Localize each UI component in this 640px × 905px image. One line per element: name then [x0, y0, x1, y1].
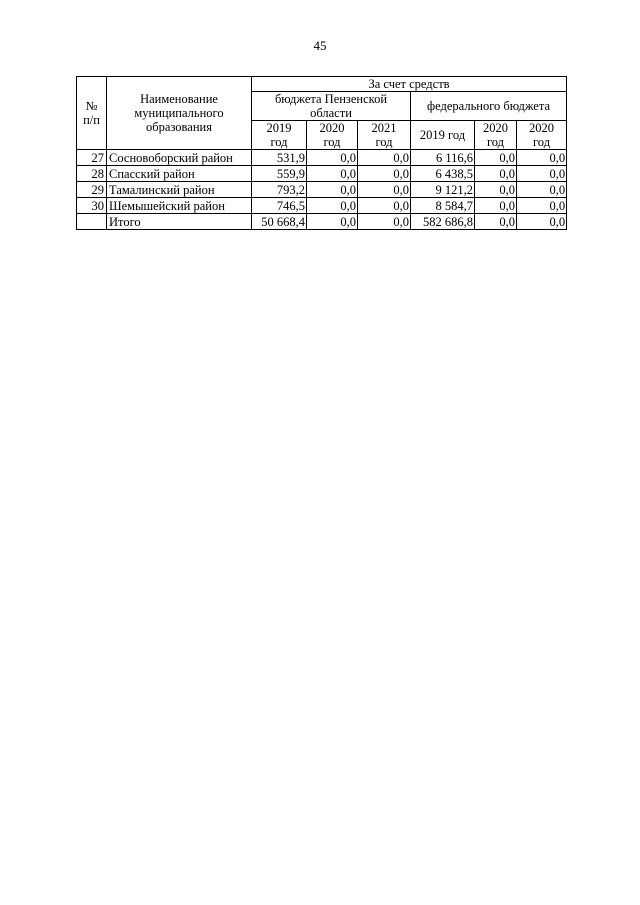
- header-federal-2020b: [517, 121, 567, 150]
- header-year-unit: год: [270, 135, 288, 149]
- total-regional-2021: 0,0: [358, 214, 411, 230]
- total-federal-2020b: 0,0: [517, 214, 567, 230]
- row-number: 27: [77, 150, 107, 166]
- total-number: [77, 214, 107, 230]
- cell-federal-2020b: 0,0: [517, 198, 567, 214]
- header-municipality-line2: муниципального: [134, 106, 224, 120]
- total-label: Итого: [107, 214, 252, 230]
- header-number-abbr: п/п: [83, 113, 100, 127]
- cell-federal-2020b: 0,0: [517, 150, 567, 166]
- header-year-unit: год: [323, 135, 341, 149]
- cell-federal-2019: 9 121,2: [411, 182, 475, 198]
- header-number-symbol: №: [85, 99, 98, 113]
- cell-federal-2020: 0,0: [475, 150, 517, 166]
- row-municipality: Спасский район: [107, 166, 252, 182]
- header-municipality-line1: Наименование: [140, 92, 218, 106]
- total-regional-2020: 0,0: [307, 214, 358, 230]
- row-number: 30: [77, 198, 107, 214]
- header-municipality-line3: образования: [146, 120, 212, 134]
- cell-regional-2020: 0,0: [307, 150, 358, 166]
- cell-regional-2020: 0,0: [307, 166, 358, 182]
- cell-federal-2020: 0,0: [475, 182, 517, 198]
- cell-regional-2021: 0,0: [358, 150, 411, 166]
- page-number: 45: [313, 38, 327, 53]
- total-federal-2020: 0,0: [475, 214, 517, 230]
- header-regional-line1: бюджета Пензенской: [274, 92, 388, 106]
- cell-regional-2020: 0,0: [307, 182, 358, 198]
- header-funding-source: За счет средств: [252, 77, 567, 92]
- header-regional-2019: [252, 121, 307, 150]
- header-regional-budget: [252, 92, 411, 121]
- table-row: [77, 166, 567, 182]
- budget-table: [76, 76, 567, 230]
- table-row: [77, 150, 567, 166]
- header-municipality: [107, 77, 252, 150]
- table-row: [77, 198, 567, 214]
- cell-regional-2021: 0,0: [358, 166, 411, 182]
- cell-federal-2019: 6 438,5: [411, 166, 475, 182]
- header-year: 2020: [529, 121, 555, 135]
- header-year-unit: год: [532, 135, 551, 149]
- total-row: [77, 214, 567, 230]
- cell-federal-2020b: 0,0: [517, 166, 567, 182]
- total-federal-2019: 582 686,8: [411, 214, 475, 230]
- cell-federal-2019: 8 584,7: [411, 198, 475, 214]
- row-municipality: Тамалинский район: [107, 182, 252, 198]
- row-number: 28: [77, 166, 107, 182]
- header-regional-2021: [358, 121, 411, 150]
- row-municipality: Сосновоборский район: [107, 150, 252, 166]
- cell-federal-2019: 6 116,6: [411, 150, 475, 166]
- cell-regional-2019: 793,2: [252, 182, 307, 198]
- header-year: 2021: [371, 121, 397, 135]
- row-number: 29: [77, 182, 107, 198]
- header-year-unit: год: [486, 135, 505, 149]
- cell-federal-2020: 0,0: [475, 198, 517, 214]
- table-row: [77, 182, 567, 198]
- header-year-unit: год: [375, 135, 393, 149]
- cell-federal-2020: 0,0: [475, 166, 517, 182]
- table-body: [77, 150, 567, 230]
- cell-regional-2019: 746,5: [252, 198, 307, 214]
- cell-regional-2019: 531,9: [252, 150, 307, 166]
- cell-regional-2019: 559,9: [252, 166, 307, 182]
- header-year: 2020: [483, 121, 508, 135]
- header-year: 2019: [266, 121, 292, 135]
- header-federal-2019: 2019 год: [411, 121, 475, 150]
- header-federal-2020: [475, 121, 517, 150]
- cell-federal-2020b: 0,0: [517, 182, 567, 198]
- header-number: [77, 77, 107, 150]
- cell-regional-2020: 0,0: [307, 198, 358, 214]
- cell-regional-2021: 0,0: [358, 198, 411, 214]
- header-year: 2020: [319, 121, 345, 135]
- cell-regional-2021: 0,0: [358, 182, 411, 198]
- row-municipality: Шемышейский район: [107, 198, 252, 214]
- header-regional-2020: [307, 121, 358, 150]
- table-header: [77, 77, 567, 150]
- header-federal-budget: федерального бюджета: [411, 92, 567, 121]
- header-regional-line2: области: [310, 106, 352, 120]
- total-regional-2019: 50 668,4: [252, 214, 307, 230]
